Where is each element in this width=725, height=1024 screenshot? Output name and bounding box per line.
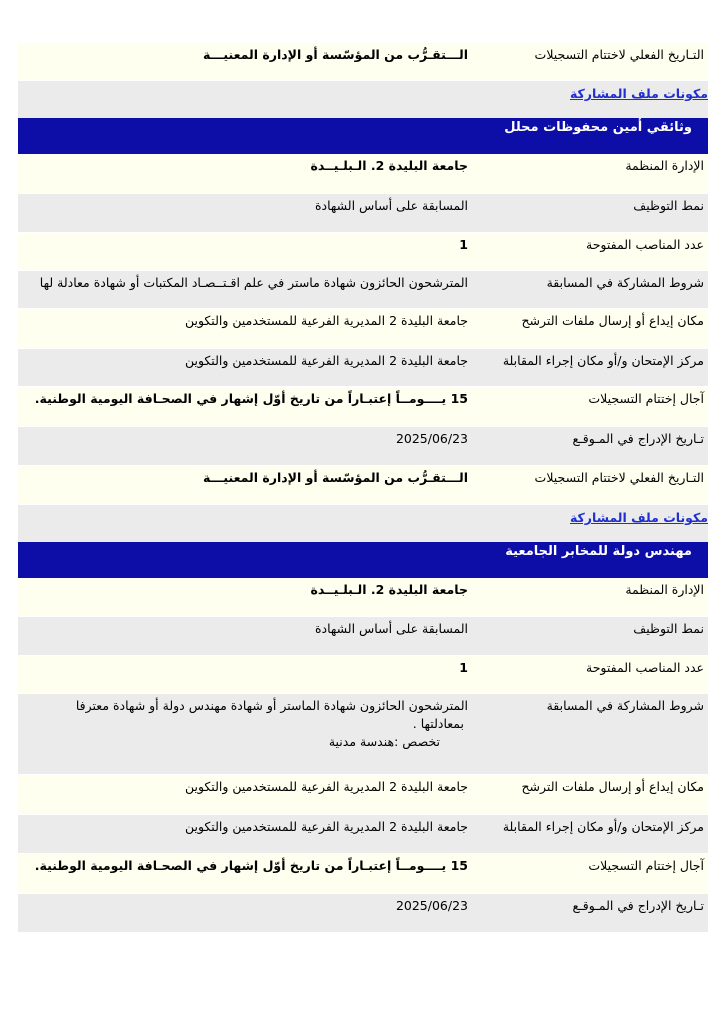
row-label: تـاريخ الإدراج في المـوقـع bbox=[572, 898, 704, 913]
specialty-line: تخصص :هندسة مدنية bbox=[328, 734, 440, 749]
row-label: آجال إختتام التسجيلات bbox=[588, 391, 704, 406]
condition-line: بمعادلتها . bbox=[412, 716, 464, 731]
row-value: جامعة البليدة 2 المديرية الفرعية للمستخدمين والتكوين bbox=[184, 779, 468, 794]
detail-row bbox=[18, 894, 708, 933]
row-label: نمط التوظيف bbox=[633, 621, 704, 636]
row-value: 15 يــــومــاً إعتبـاراً من تاريخ أوّل إشهار في الصحـافة اليومية الوطنية. bbox=[34, 391, 468, 406]
position-title-header bbox=[18, 542, 708, 578]
row-value: 15 يــــومــاً إعتبـاراً من تاريخ أوّل إشهار في الصحـافة اليومية الوطنية. bbox=[34, 858, 468, 873]
detail-row bbox=[18, 427, 708, 466]
detail-row bbox=[18, 349, 708, 387]
detail-row bbox=[18, 617, 708, 656]
detail-row bbox=[18, 815, 708, 854]
row-value: المسابقة على أساس الشهادة bbox=[314, 621, 468, 636]
position-title-header bbox=[18, 118, 708, 154]
detail-row bbox=[18, 578, 708, 617]
document-body bbox=[18, 43, 708, 933]
detail-row bbox=[18, 194, 708, 233]
row-value: جامعة البليدة 2. الـبلـيــدة bbox=[310, 582, 468, 597]
participation-file-link[interactable]: مكونات ملف المشاركة bbox=[569, 86, 708, 101]
participation-file-link-row bbox=[18, 81, 708, 118]
row-value: المسابقة على أساس الشهادة bbox=[314, 198, 468, 213]
detail-row bbox=[18, 43, 708, 81]
condition-line: المترشحون الحائزون شهادة الماستر أو شهادة مهندس دولة أو شهادة معترفا bbox=[75, 698, 468, 713]
row-label: مركز الإمتحان و/أو مكان إجراء المقابلة bbox=[502, 819, 704, 834]
position-title: وثائقي أمين محفوظات محلل bbox=[504, 120, 692, 135]
row-label: الإدارة المنظمة bbox=[625, 158, 704, 173]
row-label: الإدارة المنظمة bbox=[625, 582, 704, 597]
row-value: جامعة البليدة 2 المديرية الفرعية للمستخدمين والتكوين bbox=[184, 353, 468, 368]
detail-row bbox=[18, 775, 708, 815]
detail-row bbox=[18, 854, 708, 894]
row-label: نمط التوظيف bbox=[633, 198, 704, 213]
row-value: المترشحون الحائزون شهادة ماستر في علم اقـتــصـاد المكتبات أو شهادة معادلة لها bbox=[39, 275, 468, 290]
row-value: جامعة البليدة 2 المديرية الفرعية للمستخدمين والتكوين bbox=[184, 313, 468, 328]
detail-row bbox=[18, 466, 708, 505]
row-label: التـاريخ الفعلي لاختتام التسجيلات bbox=[534, 47, 704, 62]
row-value: 1 bbox=[459, 237, 468, 252]
row-value: 2025/06/23 bbox=[395, 431, 468, 446]
position-title: مهندس دولة للمخابر الجامعية bbox=[505, 544, 692, 559]
row-value: 1 bbox=[459, 660, 468, 675]
detail-row bbox=[18, 233, 708, 271]
row-label: مركز الإمتحان و/أو مكان إجراء المقابلة bbox=[502, 353, 704, 368]
row-value bbox=[18, 694, 470, 774]
participation-file-link[interactable]: مكونات ملف المشاركة bbox=[569, 510, 708, 525]
row-value: الـــتقـرُّب من المؤسّسة أو الإدارة المعنيـــة bbox=[203, 470, 468, 485]
detail-row bbox=[18, 656, 708, 694]
detail-row bbox=[18, 694, 708, 775]
detail-row bbox=[18, 154, 708, 194]
detail-row bbox=[18, 309, 708, 349]
row-label: آجال إختتام التسجيلات bbox=[588, 858, 704, 873]
row-value: الـــتقـرُّب من المؤسّسة أو الإدارة المعنيـــة bbox=[203, 47, 468, 62]
row-label: عدد المناصب المفتوحة bbox=[586, 660, 704, 675]
row-value: 2025/06/23 bbox=[395, 898, 468, 913]
row-value: جامعة البليدة 2. الـبلـيــدة bbox=[310, 158, 468, 173]
row-label: مكان إيداع أو إرسال ملفات الترشح bbox=[521, 779, 704, 794]
detail-row bbox=[18, 387, 708, 427]
row-label: تـاريخ الإدراج في المـوقـع bbox=[572, 431, 704, 446]
row-label: عدد المناصب المفتوحة bbox=[586, 237, 704, 252]
row-label: شروط المشاركة في المسابقة bbox=[546, 698, 704, 713]
row-value: جامعة البليدة 2 المديرية الفرعية للمستخدمين والتكوين bbox=[184, 819, 468, 834]
row-label: التـاريخ الفعلي لاختتام التسجيلات bbox=[534, 470, 704, 485]
row-label: مكان إيداع أو إرسال ملفات الترشح bbox=[521, 313, 704, 328]
participation-file-link-row bbox=[18, 505, 708, 542]
row-label: شروط المشاركة في المسابقة bbox=[546, 275, 704, 290]
detail-row bbox=[18, 271, 708, 309]
